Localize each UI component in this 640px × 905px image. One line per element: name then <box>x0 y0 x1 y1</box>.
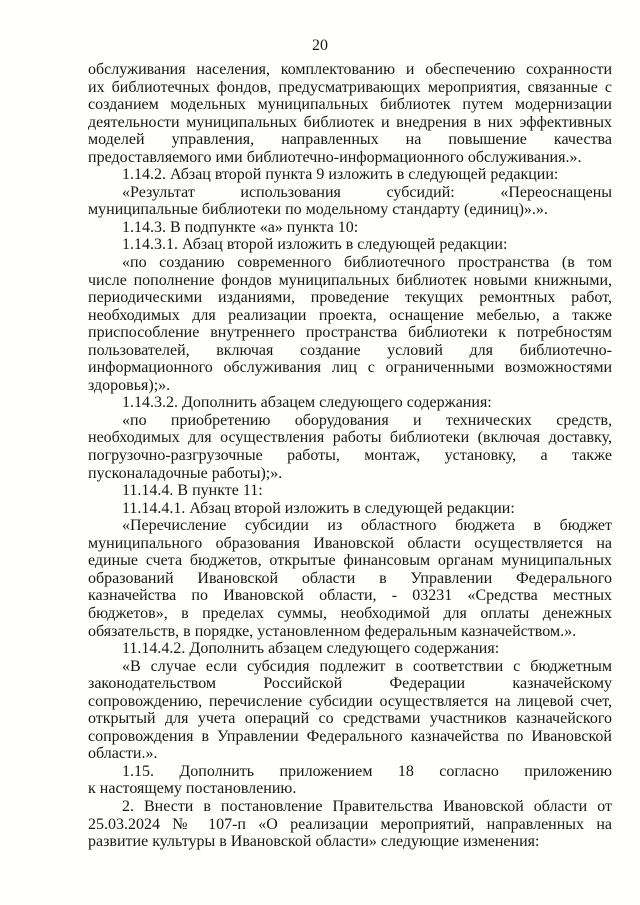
text-line: необходимых для осуществления работы библиотеки (включая доставку, <box>88 429 612 447</box>
text-line: информационного обслуживания лиц с ограниченными возможностями <box>88 359 612 377</box>
text-line: казначейства по Ивановской области, - 03231 «Средства местных <box>88 587 612 605</box>
text-line: к настоящему постановлению. <box>88 780 297 798</box>
text-line: 1.14.3.1. Абзац второй изложить в следующей редакции: <box>122 236 508 254</box>
text-line: обслуживания населения, комплектованию и обеспечению сохранности <box>88 61 612 78</box>
text-line: здоровья);». <box>88 376 171 394</box>
text-line: деятельности муниципальных библиотек и внедрения в них эффективных <box>88 113 612 131</box>
text-line: законодательством Российской Федерации казначейскому <box>88 675 612 693</box>
text-line: 1.14.3. В подпункте «а» пункта 10: <box>122 218 359 236</box>
text-line: «В случае если субсидия подлежит в соответствии с бюджетным <box>122 657 612 675</box>
text-line: 11.14.4.2. Дополнить абзацем следующего содержания: <box>122 640 500 658</box>
text-line: 11.14.4.1. Абзац второй изложить в следующей редакции: <box>122 499 515 517</box>
text-line: сопровождения в Управлении Федерального казначейства по Ивановской <box>88 727 612 745</box>
text-line: образований Ивановской области в Управлении Федерального <box>88 569 612 587</box>
text-line: муниципальные библиотеки по модельному стандарту (единиц)».». <box>88 201 548 219</box>
text-line: приспособление внутреннего пространства библиотеки к потребностям <box>88 324 612 342</box>
page-number: 20 <box>312 37 328 54</box>
text-line: пусконаладочные работы);». <box>88 464 283 482</box>
text-line: развитие культуры в Ивановской области» следующие изменения: <box>88 833 540 851</box>
text-line: 1.14.2. Абзац второй пункта 9 изложить в следующей редакции: <box>122 166 559 184</box>
text-line: «по приобретению оборудования и технических средств, <box>122 411 612 429</box>
text-line: открытый для учета операций со средствами участников казначейского <box>88 710 612 728</box>
text-line: обязательств, в порядке, установленном федеральным казначейством.». <box>88 622 577 640</box>
text-line: 1.15. Дополнить приложением 18 согласно приложению <box>122 762 612 780</box>
text-line: необходимых для реализации проекта, оснащение мебелью, а также <box>88 306 612 324</box>
text-line: их библиотечных фондов, предусматривающих мероприятия, связанные с <box>88 78 612 96</box>
document-body <box>88 61 612 851</box>
text-line: «Перечисление субсидии из областного бюджета в бюджет <box>122 517 612 535</box>
text-line: 2. Внести в постановление Правительства Ивановской области от <box>122 797 612 815</box>
text-line: моделей управления, направленных на повышение качества <box>88 131 612 149</box>
text-line: бюджетов», в пределах суммы, необходимой для оплаты денежных <box>88 604 612 622</box>
text-line: периодическими изданиями, проведение текущих ремонтных работ, <box>88 289 612 307</box>
text-line: единые счета бюджетов, открытые финансовым органам муниципальных <box>88 552 612 570</box>
text-line: 1.14.3.2. Дополнить абзацем следующего содержания: <box>122 394 492 412</box>
text-line: муниципального образования Ивановской области осуществляется на <box>88 534 612 552</box>
text-line: сопровождению, перечисление субсидии осуществляется на лицевой счет, <box>88 692 612 710</box>
text-line: области.». <box>88 745 158 763</box>
text-line: 11.14.4. В пункте 11: <box>122 482 263 500</box>
text-line: пользователей, включая создание условий для библиотечно- <box>88 341 612 359</box>
text-line: «по созданию современного библиотечного пространства (в том <box>122 254 612 272</box>
text-line: 25.03.2024 № 107-п «О реализации мероприятий, направленных на <box>88 815 612 833</box>
text-line: числе пополнение фондов муниципальных библиотек новыми книжными, <box>88 271 612 289</box>
text-line: «Результат использования субсидий: «Переоснащены <box>122 183 612 201</box>
text-line: погрузочно-разгрузочные работы, монтаж, установку, а также <box>88 447 612 465</box>
text-line: предоставляемого ими библиотечно-информационного обслуживания.». <box>88 148 582 166</box>
text-line: созданием модельных муниципальных библиотек путем модернизации <box>88 96 612 114</box>
